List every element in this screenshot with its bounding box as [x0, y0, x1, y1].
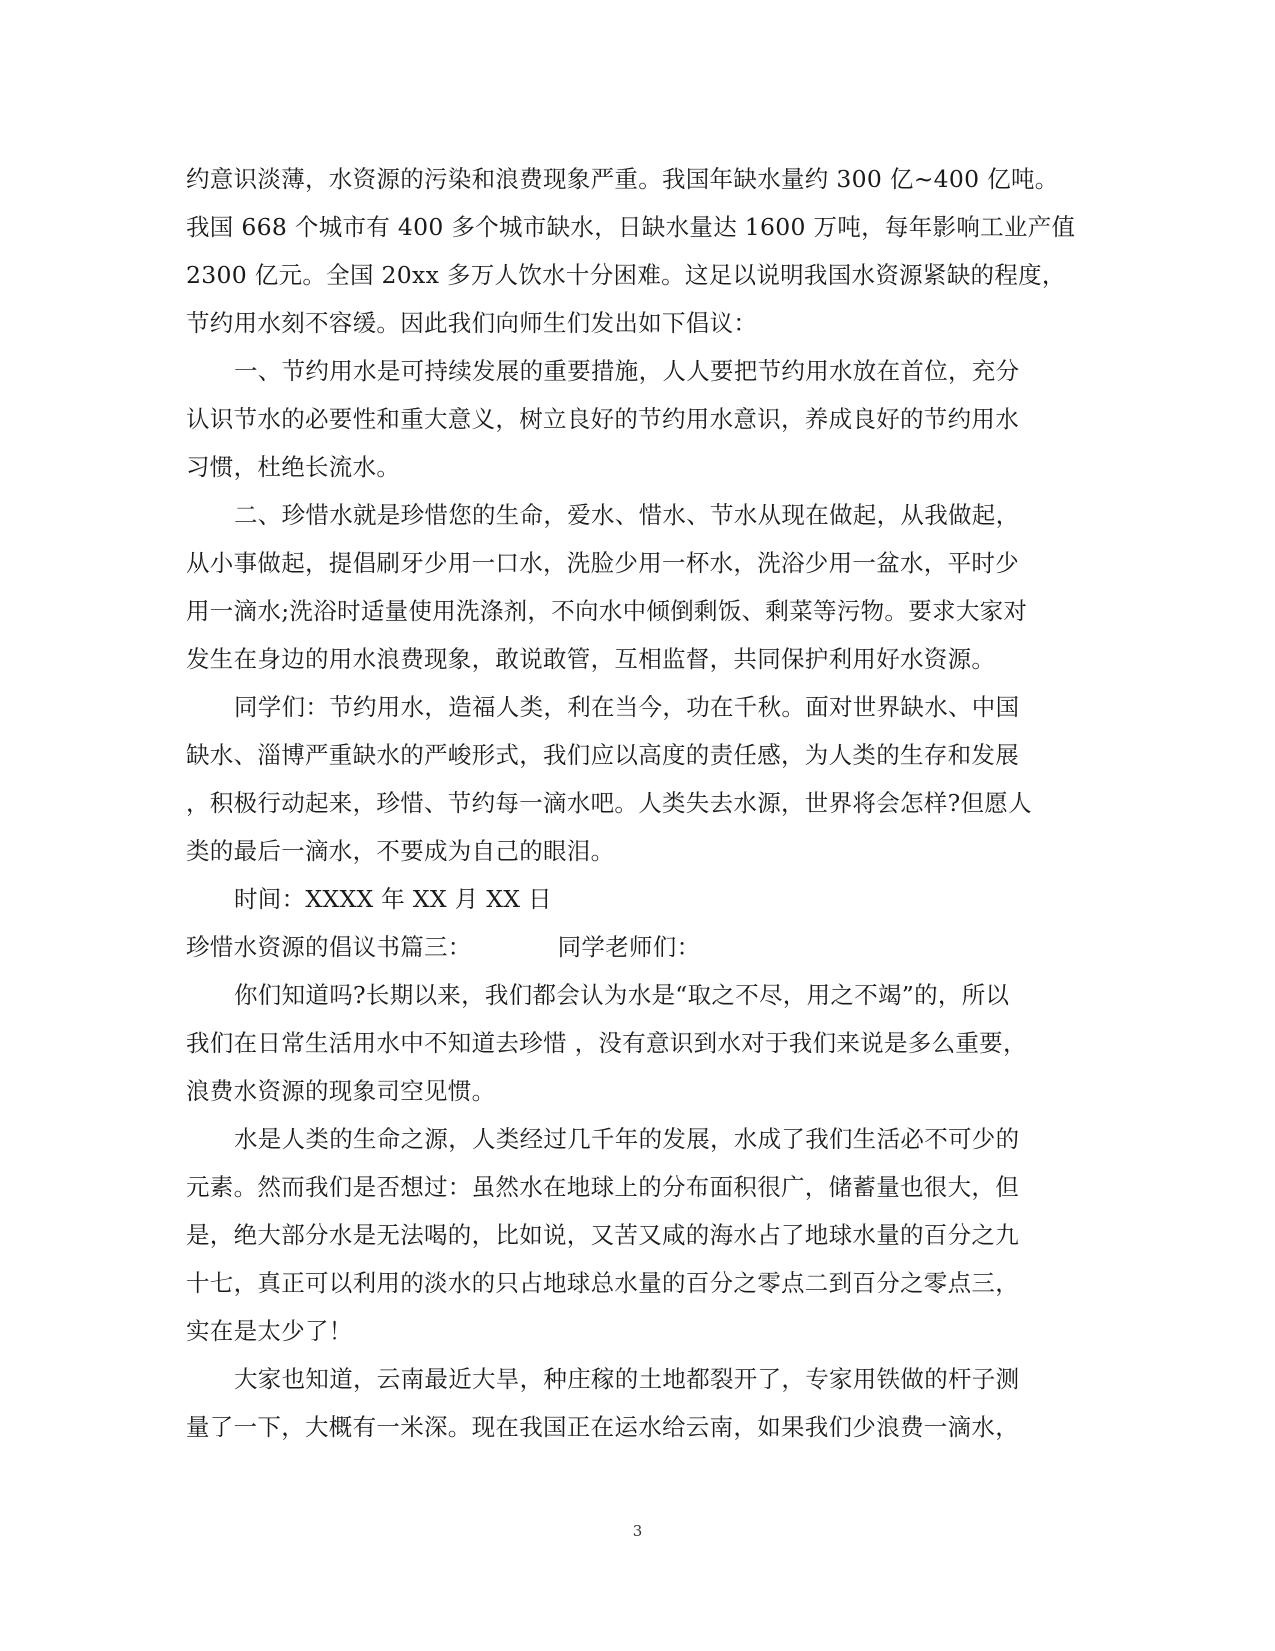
text-line: 2300 亿元。全国 20xx 多万人饮水十分困难。这足以说明我国水资源紧缺的程度， — [186, 261, 1066, 289]
text-line: 量了一下，大概有一米深。现在我国正在运水给云南，如果我们少浪费一滴水， — [186, 1413, 1019, 1441]
text-line: 实在是太少了！ — [186, 1317, 353, 1345]
text-line: 一、节约用水是可持续发展的重要措施，人人要把节约用水放在首位，充分 — [234, 357, 1020, 385]
section-title: 珍惜水资源的倡议书篇三： — [186, 933, 472, 961]
text-line: 发生在身边的用水浪费现象，敢说敢管，互相监督，共同保护利用好水资源。 — [186, 645, 996, 673]
text-line: 同学们：节约用水，造福人类，利在当今，功在千秋。面对世界缺水、中国 — [234, 693, 1020, 721]
text-line: 大家也知道，云南最近大旱，种庄稼的土地都裂开了，专家用铁做的杆子测 — [234, 1365, 1020, 1393]
text-line: 我国 668 个城市有 400 多个城市缺水，日缺水量达 1600 万吨，每年影响工业产值 — [186, 213, 1076, 241]
text-line: 类的最后一滴水，不要成为自己的眼泪。 — [186, 837, 615, 865]
text-line: 缺水、淄博严重缺水的严峻形式，我们应以高度的责任感，为人类的生存和发展 — [186, 741, 1019, 769]
document-body — [186, 155, 1076, 1451]
text-line: 时间：XXXX 年 XX 月 XX 日 — [234, 885, 552, 913]
section-title-line — [186, 923, 1066, 971]
text-line: 约意识淡薄，水资源的污染和浪费现象严重。我国年缺水量约 300 亿~400 亿吨。 — [186, 165, 1059, 193]
text-line: 浪费水资源的现象司空见惯。 — [186, 1077, 496, 1105]
text-line: 习惯，杜绝长流水。 — [186, 453, 401, 481]
paragraphs-after-title — [186, 971, 1066, 1451]
text-line: 是，绝大部分水是无法喝的，比如说，又苦又咸的海水占了地球水量的百分之九 — [186, 1221, 1019, 1249]
text-line: 元素。然而我们是否想过：虽然水在地球上的分布面积很广，储蓄量也很大，但 — [186, 1173, 1019, 1201]
salutation: 同学老师们： — [557, 933, 701, 961]
text-line: 节约用水刻不容缓。因此我们向师生们发出如下倡议： — [186, 309, 758, 337]
text-line: 水是人类的生命之源，人类经过几千年的发展，水成了我们生活必不可少的 — [234, 1125, 1020, 1153]
text-line: 十七，真正可以利用的淡水的只占地球总水量的百分之零点二到百分之零点三， — [186, 1269, 1019, 1297]
page-number: 3 — [632, 1522, 643, 1540]
text-line: 我们在日常生活用水中不知道去珍惜 ，没有意识到水对于我们来说是多么重要， — [186, 1029, 1027, 1057]
text-line: 从小事做起，提倡刷牙少用一口水，洗脸少用一杯水，洗浴少用一盆水，平时少 — [186, 549, 1019, 577]
text-line: 你们知道吗?长期以来，我们都会认为水是“取之不尽，用之不竭”的，所以 — [234, 981, 1010, 1009]
text-line: 认识节水的必要性和重大意义，树立良好的节约用水意识，养成良好的节约用水 — [186, 405, 1019, 433]
text-line: 用一滴水;洗浴时适量使用洗涤剂，不向水中倾倒剩饭、剩菜等污物。要求大家对 — [186, 597, 1028, 625]
text-line: 二、珍惜水就是珍惜您的生命，爱水、惜水、节水从现在做起，从我做起， — [234, 501, 1020, 529]
text-line: ，积极行动起来，珍惜、节约每一滴水吧。人类失去水源，世界将会怎样?但愿人 — [186, 789, 1032, 817]
paragraphs-before-title — [186, 155, 1076, 923]
